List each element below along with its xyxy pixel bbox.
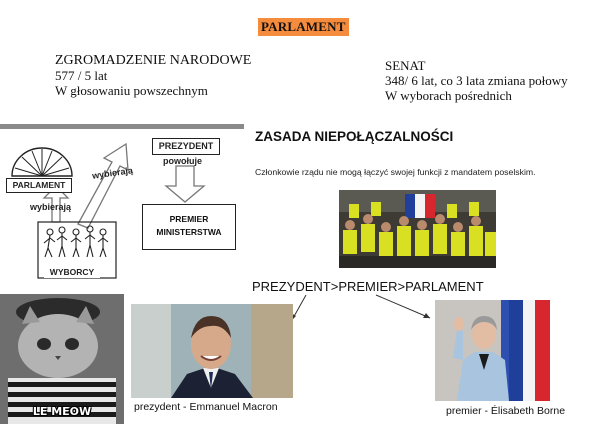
borne-caption: premier - Élisabeth Borne xyxy=(446,405,566,417)
senat-seats: 348/ 6 lat, co 3 lata zmiana połowy xyxy=(385,73,568,88)
macron-photo xyxy=(131,304,293,398)
wyborcy-label: WYBORCY xyxy=(44,266,100,278)
powoluje-label: powołuje xyxy=(163,156,202,166)
premier-box xyxy=(142,204,236,250)
cat-meme-photo xyxy=(0,294,124,424)
ministerstwa-label: MINISTERSTWA xyxy=(156,227,222,237)
zgromadzenie-title: ZGROMADZENIE NARODOWE xyxy=(55,53,252,68)
protest-image xyxy=(339,190,496,268)
macron-caption: prezydent - Emmanuel Macron xyxy=(134,401,278,413)
zasada-heading: ZASADA NIEPOŁĄCZALNOŚCI xyxy=(255,129,454,144)
senat-block xyxy=(385,58,568,103)
meme-caption: LE MEOW xyxy=(32,405,92,418)
senat-title: SENAT xyxy=(385,58,426,73)
page-title: PARLAMENT xyxy=(258,18,349,36)
wybieraja-top-label: wybierają xyxy=(91,165,134,181)
macron-image xyxy=(131,304,293,398)
parlament-label: PARLAMENT xyxy=(6,178,72,193)
zasada-text: Członkowie rządu nie mogą łączyć swojej funkcji z mandatem poselskim. xyxy=(255,167,536,177)
zgromadzenie-election: W głosowaniu powszechnym xyxy=(55,83,208,98)
borne-image xyxy=(435,300,550,401)
zgromadzenie-block xyxy=(55,53,251,98)
protest-photo xyxy=(339,190,496,268)
premier-label: PREMIER xyxy=(169,214,209,224)
hierarchy-text: PREZYDENT>PREMIER>PARLAMENT xyxy=(252,279,484,294)
wybieraja-left-label: wybierają xyxy=(30,202,72,212)
institutions-diagram xyxy=(0,124,244,284)
borne-photo xyxy=(435,300,550,401)
hierarchy-arrows xyxy=(280,290,460,330)
zgromadzenie-seats: 577 / 5 lat xyxy=(55,68,108,83)
senat-election: W wyborach pośrednich xyxy=(385,88,512,103)
prezydent-label: PREZYDENT xyxy=(152,138,220,155)
